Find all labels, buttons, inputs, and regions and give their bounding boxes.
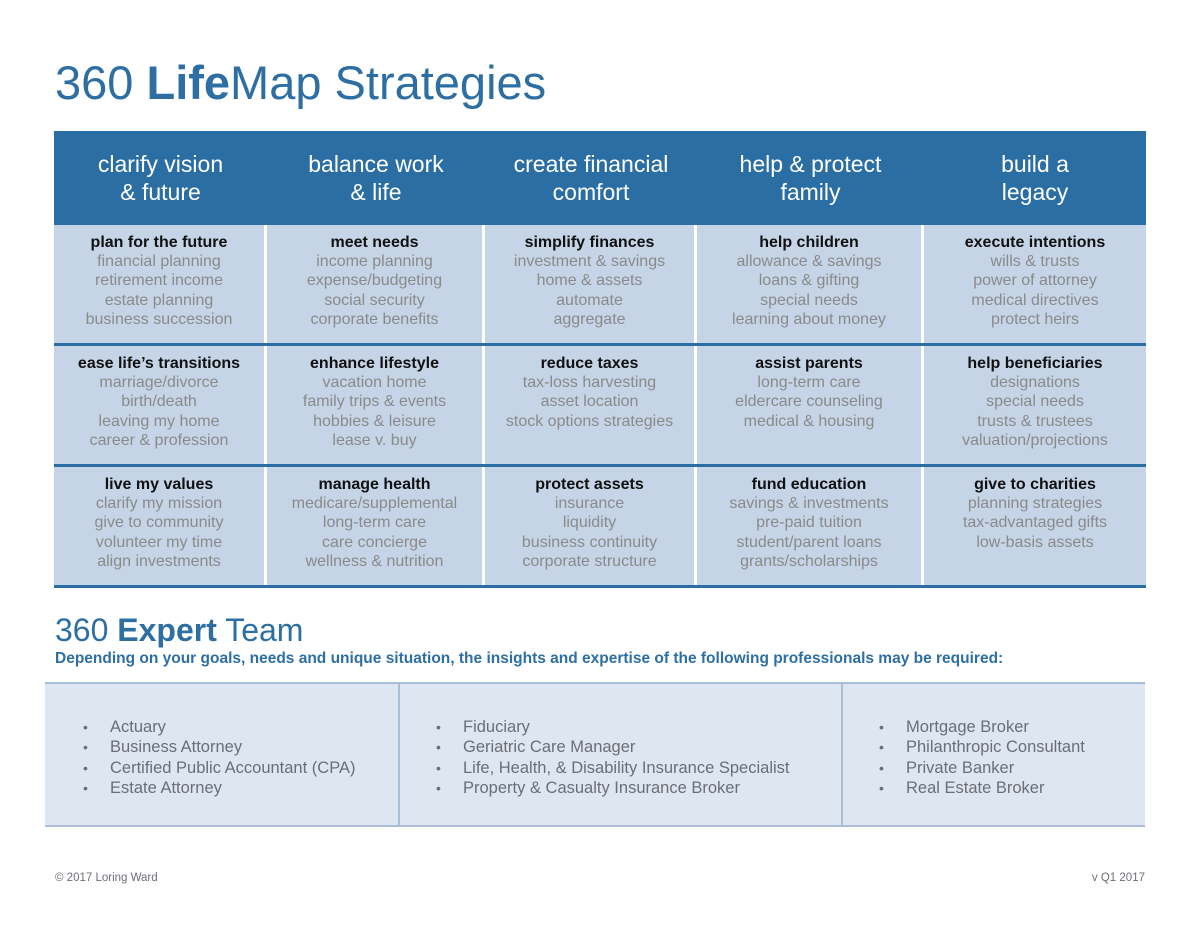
grid-cell	[697, 225, 924, 343]
bullet-icon: •	[879, 759, 884, 776]
grid-cell	[924, 467, 1146, 585]
cell-item: align investments	[97, 552, 221, 570]
cell-item: liquidity	[562, 514, 617, 532]
cell-item: allowance & savings	[736, 253, 882, 270]
cell-item: automate	[556, 291, 623, 309]
grid-cell	[485, 225, 697, 343]
bullet-icon: •	[83, 719, 88, 735]
team-list-item	[436, 737, 841, 757]
bullet-icon: •	[879, 779, 884, 796]
cell-item: medicare/supplemental	[291, 495, 458, 512]
team-item-label: Geriatric Care Manager	[463, 738, 636, 757]
team-list-item	[436, 778, 841, 798]
grid-cell	[267, 346, 485, 464]
cell-heading: manage health	[318, 476, 431, 493]
bullet-icon: •	[436, 719, 441, 735]
cell-item: social security	[324, 291, 425, 309]
team-list-item	[879, 778, 1145, 798]
grid-cell	[267, 467, 485, 585]
cell-item: income planning	[316, 253, 433, 270]
grid-row	[54, 346, 1146, 467]
footer-version: v Q1 2017	[1091, 872, 1145, 884]
cell-item: grants/scholarships	[740, 552, 878, 570]
grid-cell	[697, 467, 924, 585]
team-item-label: Business Attorney	[110, 738, 243, 757]
cell-item: trusts & trustees	[977, 412, 1093, 430]
team-list-item	[83, 778, 398, 798]
team-subtitle: Depending on your goals, needs and unique situation, the insights and expertise of the following professionals may be required:	[55, 650, 1004, 667]
header-build-legacy: build a legacy	[1001, 151, 1069, 205]
grid-row	[54, 467, 1146, 588]
team-item-label: Private Banker	[906, 758, 1015, 777]
team-column-2	[398, 684, 841, 825]
cell-item: pre-paid tuition	[756, 514, 862, 532]
grid-cell	[697, 346, 924, 464]
cell-item: long-term care	[322, 514, 427, 532]
team-item-label: Real Estate Broker	[906, 778, 1045, 797]
team-list-item	[436, 758, 841, 778]
cell-heading: help children	[759, 234, 859, 251]
cell-item: corporate benefits	[310, 310, 439, 328]
cell-item: home & assets	[536, 272, 643, 290]
team-item-label: Property & Casualty Insurance Broker	[463, 778, 740, 797]
cell-heading: reduce taxes	[540, 355, 639, 372]
cell-item: planning strategies	[967, 495, 1103, 512]
cell-item: asset location	[540, 393, 639, 411]
expert-team-box	[45, 682, 1145, 827]
header-clarify-vision: clarify vision & future	[97, 151, 224, 205]
cell-heading: enhance lifestyle	[310, 355, 439, 372]
cell-item: wills & trusts	[990, 253, 1080, 270]
cell-item: business continuity	[521, 533, 658, 551]
cell-item: retirement income	[94, 272, 224, 290]
team-item-label: Fiduciary	[463, 718, 530, 736]
cell-item: clarify my mission	[95, 495, 223, 512]
cell-heading: give to charities	[974, 476, 1096, 493]
cell-item: investment & savings	[513, 253, 666, 270]
cell-item: leaving my home	[98, 412, 220, 430]
cell-heading: live my values	[104, 476, 214, 493]
grid-cell	[924, 346, 1146, 464]
bullet-icon: •	[83, 779, 88, 796]
cell-item: aggregate	[553, 310, 626, 328]
cell-item: designations	[990, 374, 1080, 391]
grid-header-row	[54, 131, 1146, 225]
grid-cell	[485, 467, 697, 585]
cell-item: lease v. buy	[332, 431, 417, 449]
team-item-label: Actuary	[110, 718, 166, 736]
bullet-icon: •	[436, 759, 441, 776]
bullet-icon: •	[436, 779, 441, 796]
cell-item: family trips & events	[302, 393, 447, 411]
grid-cell	[54, 225, 267, 343]
grid-cell	[485, 346, 697, 464]
bullet-icon: •	[879, 739, 884, 756]
cell-item: protect heirs	[990, 310, 1080, 328]
cell-item: give to community	[94, 514, 224, 532]
header-protect-family: help & protect family	[739, 151, 882, 205]
cell-heading: ease life’s transitions	[77, 355, 241, 372]
cell-item: low-basis assets	[976, 533, 1094, 551]
cell-item: volunteer my time	[95, 533, 223, 551]
header-financial-comfort: create financial comfort	[513, 151, 669, 205]
team-list-item	[879, 717, 1145, 737]
grid-cell	[924, 225, 1146, 343]
bullet-icon: •	[436, 739, 441, 756]
team-list-item	[879, 758, 1145, 778]
cell-item: learning about money	[732, 310, 886, 328]
cell-heading: assist parents	[755, 355, 863, 372]
cell-item: birth/death	[121, 393, 197, 411]
team-list-item	[83, 717, 398, 737]
cell-heading: execute intentions	[964, 234, 1106, 251]
cell-heading: meet needs	[330, 234, 419, 251]
cell-item: long-term care	[757, 374, 861, 391]
footer-copyright: © 2017 Loring Ward	[55, 872, 158, 884]
bullet-icon: •	[83, 759, 88, 776]
team-item-label: Certified Public Accountant (CPA)	[110, 758, 356, 777]
cell-item: special needs	[986, 393, 1084, 411]
team-list-item	[83, 737, 398, 757]
cell-heading: fund education	[751, 476, 867, 493]
cell-item: business succession	[85, 310, 233, 328]
cell-item: savings & investments	[729, 495, 889, 512]
cell-item: career & profession	[89, 431, 229, 449]
bullet-icon: •	[879, 719, 884, 735]
cell-item: financial planning	[97, 253, 221, 270]
strategy-grid	[54, 131, 1146, 588]
cell-item: vacation home	[322, 374, 427, 391]
cell-heading: help beneficiaries	[967, 355, 1103, 372]
team-list-item	[436, 717, 841, 737]
grid-row	[54, 225, 1146, 346]
header-balance-work: balance work & life	[308, 151, 444, 205]
cell-heading: plan for the future	[90, 234, 228, 251]
grid-cell	[267, 225, 485, 343]
cell-item: special needs	[760, 291, 858, 309]
team-item-label: Philanthropic Consultant	[906, 738, 1085, 757]
cell-item: tax-advantaged gifts	[962, 514, 1108, 532]
team-item-label: Mortgage Broker	[906, 718, 1029, 736]
cell-item: care concierge	[322, 533, 427, 551]
team-column-1	[45, 684, 398, 825]
team-list-item	[879, 737, 1145, 757]
cell-item: insurance	[554, 495, 625, 512]
page-title: 360 LifeMap Strategies	[55, 56, 547, 109]
cell-item: hobbies & leisure	[313, 412, 436, 430]
cell-item: expense/budgeting	[306, 272, 443, 290]
cell-item: student/parent loans	[736, 533, 882, 551]
cell-item: valuation/projections	[962, 431, 1108, 449]
cell-heading: simplify finances	[524, 234, 655, 251]
cell-item: estate planning	[104, 291, 214, 309]
cell-item: eldercare counseling	[735, 393, 883, 411]
team-item-label: Life, Health, & Disability Insurance Specialist	[463, 758, 790, 777]
bullet-icon: •	[83, 739, 88, 756]
grid-cell	[54, 346, 267, 464]
team-item-label: Estate Attorney	[110, 778, 222, 797]
grid-cell	[54, 467, 267, 585]
cell-item: medical & housing	[743, 412, 875, 430]
cell-item: loans & gifting	[758, 272, 860, 290]
cell-item: marriage/divorce	[99, 374, 219, 391]
cell-item: wellness & nutrition	[305, 552, 444, 570]
team-column-3	[841, 684, 1145, 825]
cell-item: stock options strategies	[505, 412, 674, 430]
cell-heading: protect assets	[535, 476, 644, 493]
team-title: 360 Expert Team	[55, 612, 304, 648]
cell-item: power of attorney	[973, 272, 1097, 290]
cell-item: tax-loss harvesting	[522, 374, 657, 391]
team-list-item	[83, 758, 398, 778]
cell-item: medical directives	[971, 291, 1099, 309]
cell-item: corporate structure	[522, 552, 657, 570]
